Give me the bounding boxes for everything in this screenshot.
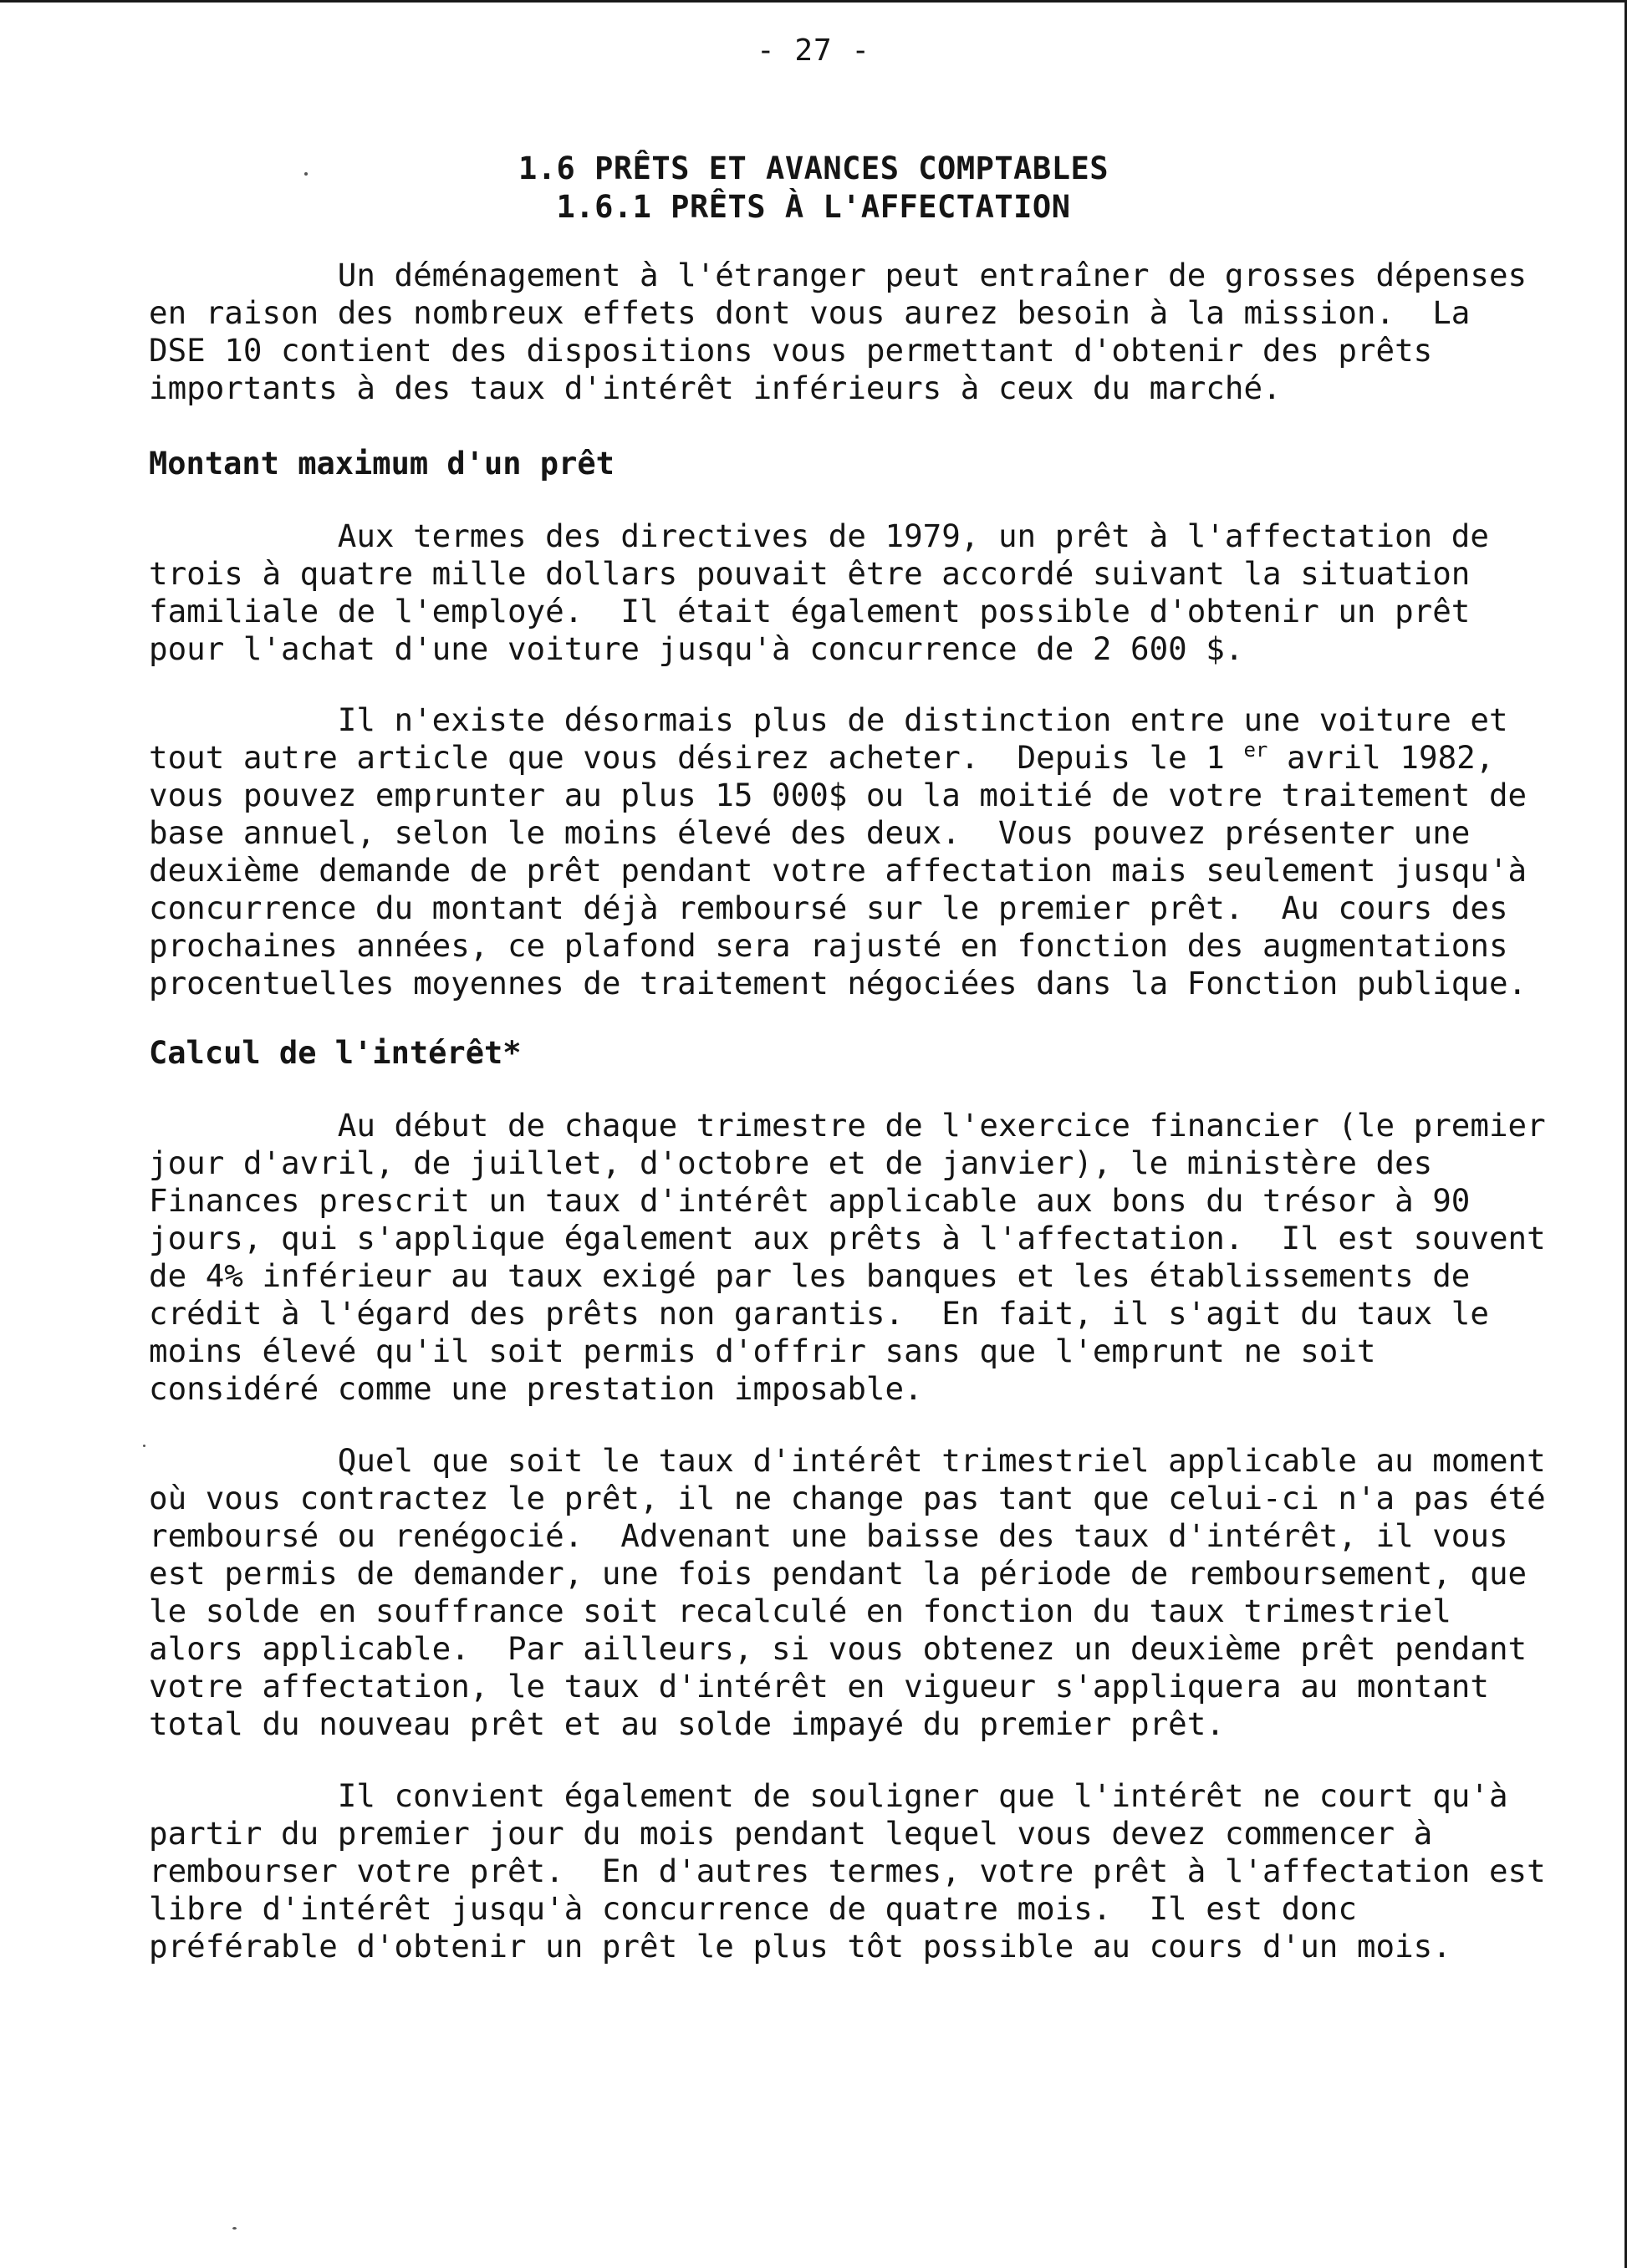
montant-p2-line: vous pouvez emprunter au plus 15 000$ ou la moitié de votre traitement de	[149, 777, 1528, 813]
calcul-p1-line: de 4% inférieur au taux exigé par les banques et les établissements de	[149, 1257, 1471, 1294]
montant-p2-text: avril 1982,	[1267, 739, 1495, 776]
heading-montant-maximum: Montant maximum d'un prêt	[149, 446, 615, 482]
scan-speck	[304, 172, 308, 176]
montant-p2-text: tout autre article que vous désirez acheter. Depuis le 1	[149, 739, 1244, 776]
intro-line: DSE 10 contient des dispositions vous permettant d'obtenir des prêts	[149, 332, 1433, 369]
montant-p1-line: familiale de l'employé. Il était également possible d'obtenir un prêt	[149, 593, 1471, 629]
scan-border-top	[0, 0, 1627, 3]
scan-speck	[232, 2227, 237, 2230]
intro-line: en raison des nombreux effets dont vous aurez besoin à la mission. La	[149, 294, 1471, 331]
scan-speck	[143, 1445, 145, 1447]
calcul-p1-line: jour d'avril, de juillet, d'octobre et de janvier), le ministère des	[149, 1144, 1433, 1181]
calcul-p1-line: crédit à l'égard des prêts non garantis. En fait, il s'agit du taux le	[149, 1295, 1489, 1332]
calcul-p2-line: remboursé ou renégocié. Advenant une baisse des taux d'intérêt, il vous	[149, 1517, 1508, 1554]
calcul-p2-line: alors applicable. Par ailleurs, si vous obtenez un deuxième prêt pendant	[149, 1630, 1528, 1667]
calcul-p3-line: Il convient également de souligner que l'intérêt ne court qu'à	[149, 1777, 1508, 1814]
calcul-p2-line: le solde en souffrance soit recalculé en fonction du taux trimestriel	[149, 1593, 1451, 1629]
superscript-er: er	[1243, 738, 1268, 762]
intro-line: importants à des taux d'intérêt inférieurs à ceux du marché.	[149, 370, 1282, 406]
intro-line: Un déménagement à l'étranger peut entraîner de grosses dépenses	[149, 257, 1528, 293]
calcul-p2-line: où vous contractez le prêt, il ne change pas tant que celui-ci n'a pas été	[149, 1480, 1546, 1516]
calcul-p2-line: est permis de demander, une fois pendant la période de remboursement, que	[149, 1555, 1528, 1592]
montant-p1-line: trois à quatre mille dollars pouvait être accordé suivant la situation	[149, 555, 1471, 592]
montant-p2-line: concurrence du montant déjà remboursé sur le premier prêt. Au cours des	[149, 889, 1508, 926]
heading-calcul-interet: Calcul de l'intérêt*	[149, 1035, 522, 1071]
calcul-p1-line: considéré comme une prestation imposable.	[149, 1370, 923, 1407]
montant-p1-line: Aux termes des directives de 1979, un prêt à l'affectation de	[149, 517, 1489, 554]
calcul-p3-line: partir du premier jour du mois pendant lequel vous devez commencer à	[149, 1815, 1433, 1852]
calcul-p3-line: rembourser votre prêt. En d'autres termes, votre prêt à l'affectation est	[149, 1853, 1546, 1889]
montant-p2-line: base annuel, selon le moins élevé des deux. Vous pouvez présenter une	[149, 814, 1471, 851]
calcul-p1-line: moins élevé qu'il soit permis d'offrir sans que l'emprunt ne soit	[149, 1333, 1376, 1369]
section-title: 1.6 PRÊTS ET AVANCES COMPTABLES	[518, 150, 1109, 186]
montant-p2-line: procentuelles moyennes de traitement négociées dans la Fonction publique.	[149, 965, 1528, 1001]
calcul-p3-line: préférable d'obtenir un prêt le plus tôt possible au cours d'un mois.	[149, 1928, 1451, 1965]
calcul-p2-line: votre affectation, le taux d'intérêt en vigueur s'appliquera au montant	[149, 1668, 1489, 1705]
montant-p2-line: Il n'existe désormais plus de distinction entre une voiture et	[149, 701, 1508, 738]
subsection-title: 1.6.1 PRÊTS À L'AFFECTATION	[556, 189, 1071, 225]
calcul-p1-line: Finances prescrit un taux d'intérêt applicable aux bons du trésor à 90	[149, 1182, 1471, 1219]
montant-p1-line: pour l'achat d'une voiture jusqu'à concurrence de 2 600 $.	[149, 630, 1244, 667]
calcul-p1-line: Au début de chaque trimestre de l'exercice financier (le premier	[149, 1107, 1546, 1144]
page-number: - 27 -	[756, 33, 871, 68]
montant-p2-line: deuxième demande de prêt pendant votre affectation mais seulement jusqu'à	[149, 852, 1528, 889]
calcul-p2-line: total du nouveau prêt et au solde impayé du premier prêt.	[149, 1705, 1225, 1742]
calcul-p1-line: jours, qui s'applique également aux prêts à l'affectation. Il est souvent	[149, 1220, 1546, 1256]
calcul-p3-line: libre d'intérêt jusqu'à concurrence de quatre mois. Il est donc	[149, 1890, 1357, 1927]
montant-p2-line: prochaines années, ce plafond sera rajusté en fonction des augmentations	[149, 927, 1508, 964]
montant-p2-line-date	[149, 739, 1494, 776]
calcul-p2-line: Quel que soit le taux d'intérêt trimestriel applicable au moment	[149, 1442, 1546, 1479]
